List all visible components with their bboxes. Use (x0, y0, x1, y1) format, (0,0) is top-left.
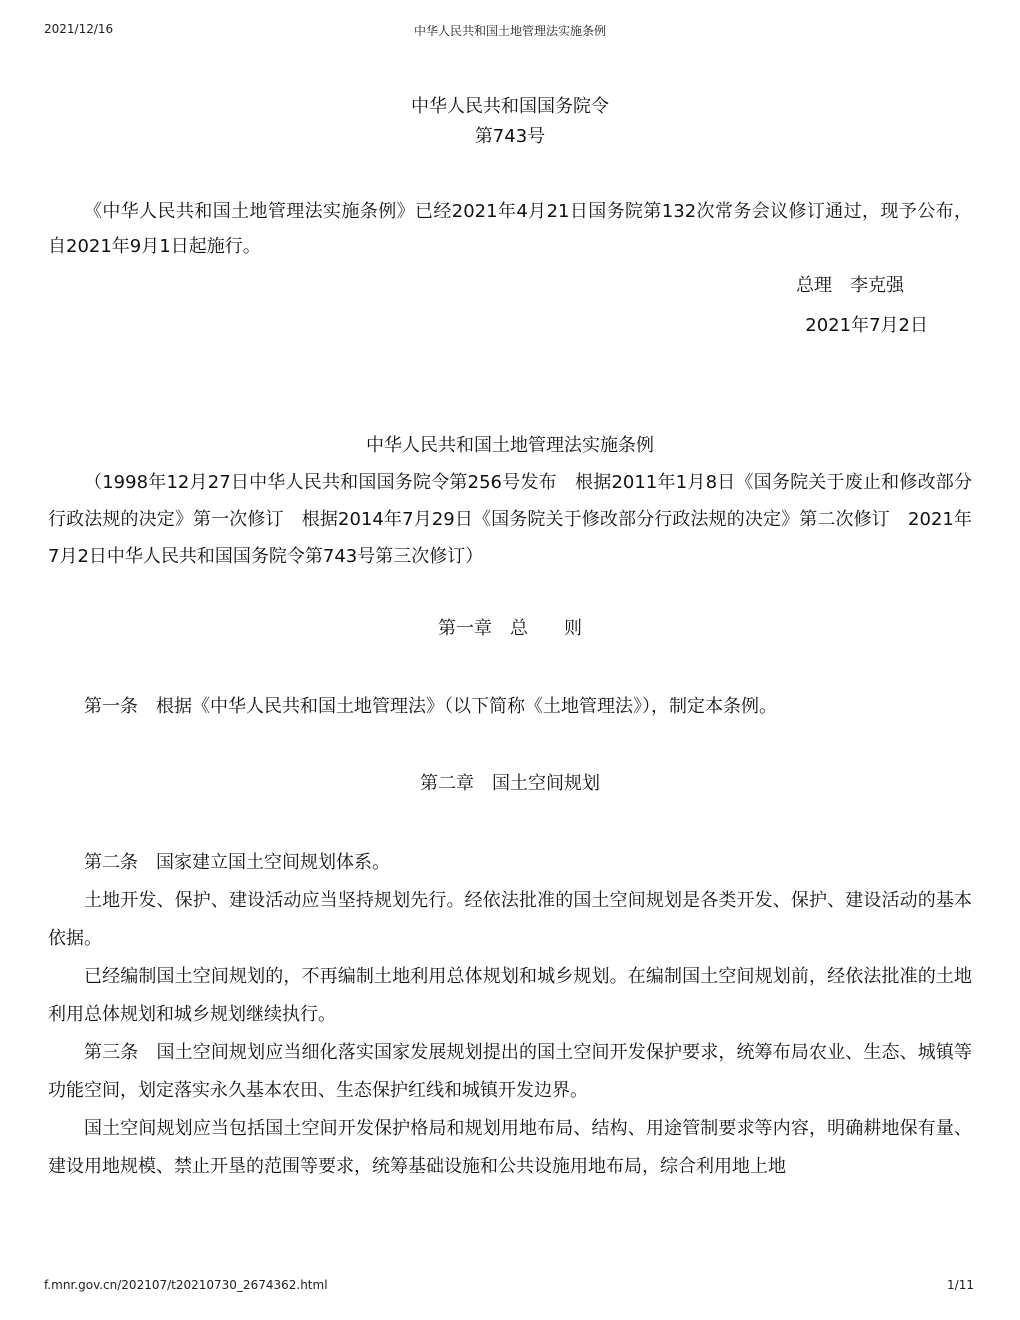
order-number: 第743号 (474, 126, 546, 147)
regulation-title: 中华人民共和国土地管理法实施条例 (366, 435, 654, 456)
article-3-paragraph-2: 国土空间规划应当包括国土空间开发保护格局和规划用地布局、结构、用途管制要求等内容，明确耕地保有量、建设用地规模、禁止开垦的范围等要求，统筹基础设施和公共设施用地布局，综合利用地上地 (48, 1118, 972, 1177)
order-date: 2021年7月2日 (805, 315, 928, 336)
chapter-1-heading: 第一章 总 则 (438, 618, 582, 639)
revision-history: （1998年12月27日中华人民共和国国务院令第256号发布 根据2011年1月8日《国务院关于废止和修改部分行政法规的决定》第一次修订 根据2014年7月29日《国务院关于修改部分行政法规的决定》第二次修订 2021年7月2日中华人民共和国国务院令第743号第三次修订） (48, 472, 972, 567)
announcement-paragraph: 《中华人民共和国土地管理法实施条例》已经2021年4月21日国务院第132次常务会议修订通过，现予公布，自2021年9月1日起施行。 (48, 201, 972, 257)
source-url: f.mnr.gov.cn/202107/t20210730_2674362.html (44, 1278, 328, 1292)
print-page-title: 中华人民共和国土地管理法实施条例 (413, 24, 606, 38)
chapter-2-heading: 第二章 国土空间规划 (420, 773, 600, 794)
document-body (48, 92, 972, 1186)
article-2-paragraph-3: 已经编制国土空间规划的，不再编制土地利用总体规划和城乡规划。在编制国土空间规划前，经依法批准的土地利用总体规划和城乡规划继续执行。 (48, 966, 972, 1025)
article-2: 第二条 国家建立国土空间规划体系。 (84, 852, 390, 873)
article-2-paragraph-2: 土地开发、保护、建设活动应当坚持规划先行。经依法批准的国土空间规划是各类开发、保护、建设活动的基本依据。 (48, 890, 972, 949)
page-number: 1/11 (947, 1278, 974, 1292)
article-1: 第一条 根据《中华人民共和国土地管理法》（以下简称《土地管理法》），制定本条例。 (84, 696, 777, 717)
order-issuer: 中华人民共和国国务院令 (411, 96, 609, 117)
print-date: 2021/12/16 (44, 22, 114, 36)
article-3: 第三条 国土空间规划应当细化落实国家发展规划提出的国土空间开发保护要求，统筹布局农业、生态、城镇等功能空间，划定落实永久基本农田、生态保护红线和城镇开发边界。 (48, 1042, 972, 1101)
signatory: 总理 李克强 (796, 275, 904, 296)
